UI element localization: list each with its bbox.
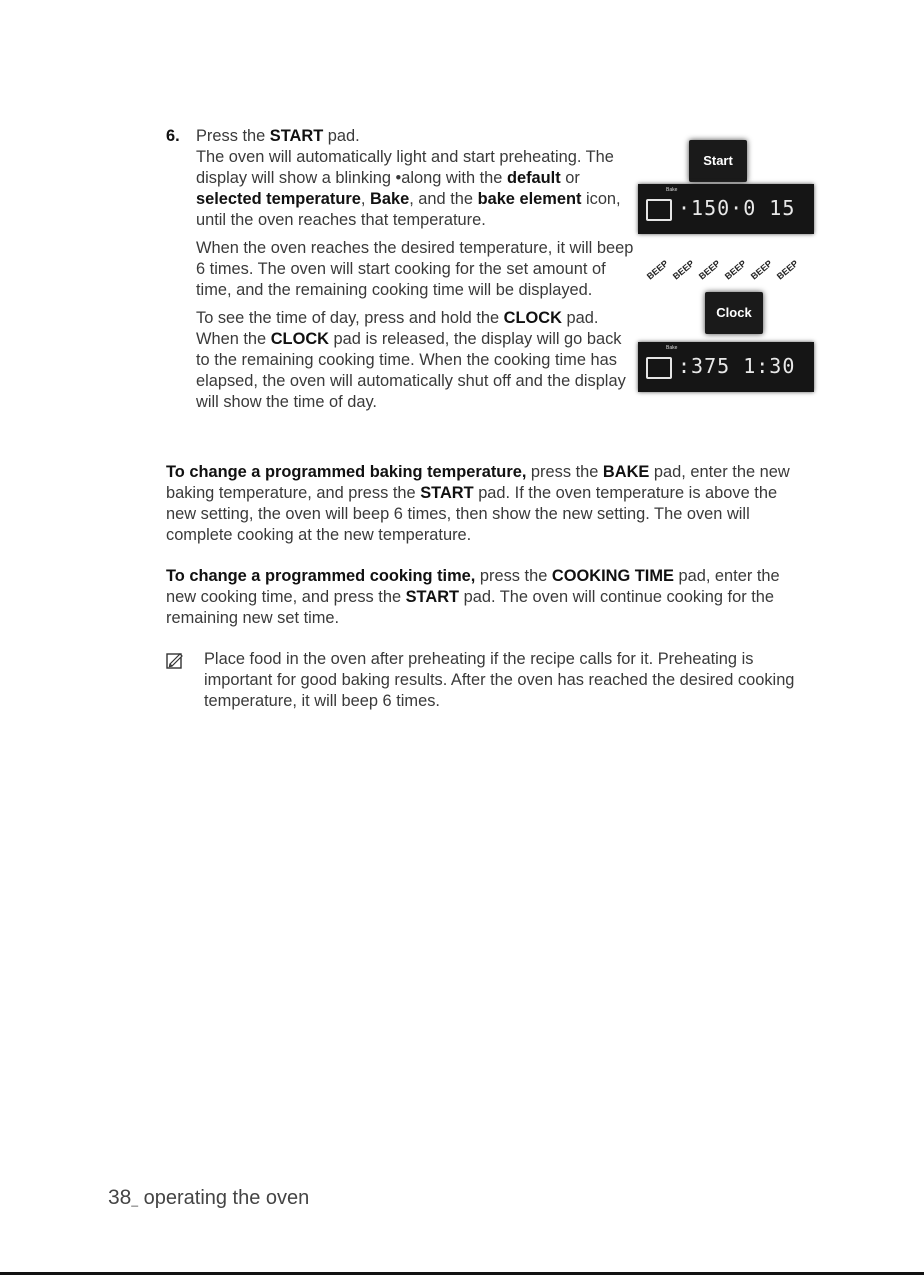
display-bake-label: Bake <box>666 345 678 351</box>
section-title: operating the oven <box>138 1187 310 1209</box>
step-6 <box>166 126 636 420</box>
display-bake-label: Bake <box>666 187 678 193</box>
display-digits: :375 1:30 <box>678 354 796 378</box>
bake-element-icon <box>646 357 672 379</box>
oven-display-bake <box>638 184 814 234</box>
change-cooking-time-paragraph: To change a programmed cooking time, press the COOKING TIME pad, enter the new cooking time, and press the START pad. The oven will continue cooking for the remaining new set time. <box>166 567 780 627</box>
change-temperature-paragraph: To change a programmed baking temperature, press the BAKE pad, enter the new baking temperature, and press the START pad. If the oven temperature is above the new setting, the oven will beep 6 times, then show the new setting. The oven will complete cooking at the new temperature. <box>166 463 790 544</box>
step-paragraph-2: When the oven reaches the desired temperature, it will beep 6 times. The oven will start cooking for the set amount of time, and the remaining cooking time will be displayed. <box>196 239 634 299</box>
page-footer: 38_ operating the oven <box>108 1186 310 1209</box>
start-pad: Start <box>689 140 747 182</box>
beep-3: BEEP <box>696 258 723 282</box>
beep-4: BEEP <box>722 258 749 282</box>
note-text: Place food in the oven after preheating if the recipe calls for it. Preheating is important for good baking results. After the oven has reached the desired cooking temperature, it will beep 6 times. <box>204 650 795 710</box>
beep-5: BEEP <box>748 258 775 282</box>
beep-2: BEEP <box>670 258 697 282</box>
step-instruction: Press the START pad. <box>196 127 360 145</box>
note <box>166 649 806 712</box>
bake-element-icon <box>646 199 672 221</box>
beep-6: BEEP <box>774 258 801 282</box>
page-number: 38 <box>108 1186 132 1209</box>
clock-pad: Clock <box>705 292 763 334</box>
step-number: 6. <box>166 127 180 145</box>
oven-display-clock <box>638 342 814 392</box>
display-digits: ·150·0 15 <box>678 196 796 220</box>
note-icon <box>166 651 184 669</box>
beep-indicator <box>644 252 808 282</box>
step-paragraph-1: The oven will automatically light and start preheating. The display will show a blinking •along with the default or selected temperature, Bake, and the bake element icon, until the oven reaches that temperature. <box>196 148 621 229</box>
beep-1: BEEP <box>644 258 671 282</box>
step-paragraph-3: To see the time of day, press and hold the CLOCK pad. When the CLOCK pad is released, the display will go back to the remaining cooking time. When the cooking time has elapsed, the oven will automatically shut off and the display will show the time of day. <box>196 309 626 411</box>
